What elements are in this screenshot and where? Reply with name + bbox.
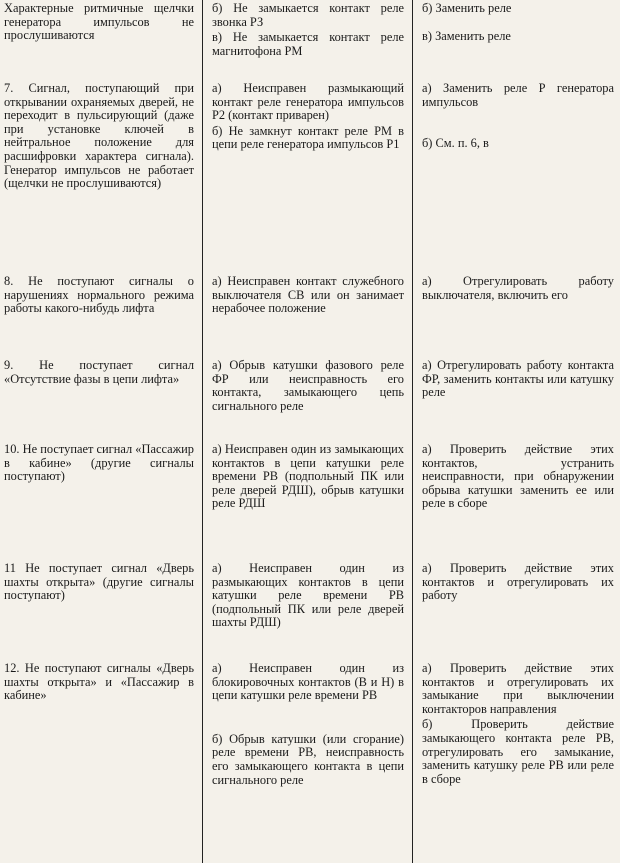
- remedy-item: а) Проверить действие этих контактов и отрегулировать их работу: [422, 561, 614, 603]
- cause-item: в) Не замыкается контакт реле магнитофона РМ: [212, 30, 404, 58]
- remedy-item: в) Заменить реле: [422, 28, 511, 43]
- remedy-cell: [422, 2, 614, 45]
- remedy-item: а) Отрегулировать работу контакта ФР, заменить контакты или катушку реле: [422, 358, 614, 400]
- symptom-cell: 11 Не поступает сигнал «Дверь шахты открыта» (другие сигналы поступают): [4, 561, 194, 603]
- cause-item: б) Не замкнут контакт реле РМ в цепи реле генератора импульсов Р1: [212, 123, 404, 152]
- remedy-item: б) Проверить действие замыкающего контакта реле РВ, отрегулировать его замыкание, заменить катушку реле РВ или реле в сборе: [422, 717, 614, 786]
- remedy-item: а) Проверить действие этих контактов, устранить неисправности, при обнаружении обрыва катушки заменить ее или реле в сборе: [422, 442, 614, 511]
- symptom-cell: Характерные ритмичные щелчки генератора импульсов не прослушиваются: [4, 1, 194, 43]
- cause-item: а) Обрыв катушки фазового реле ФР или неисправность его контакта, замыкающего цепь сигнального реле: [212, 358, 404, 413]
- cause-cell: [212, 359, 404, 415]
- cause-item: а) Неисправен один из блокировочных контактов (В и Н) в цепи катушки реле времени РВ: [212, 661, 404, 703]
- column-divider-right: [412, 0, 413, 863]
- remedy-cell: [422, 562, 614, 605]
- cause-cell: [212, 2, 404, 60]
- remedy-item: б) Заменить реле: [422, 1, 512, 15]
- remedy-item: а) Отрегулировать работу выключателя, включить его: [422, 274, 614, 302]
- remedy-item: а) Заменить реле Р генератора импульсов: [422, 81, 614, 109]
- cause-item: а) Неисправен один из размыкающих контактов в цепи катушки реле времени РВ (подпольный ПК или реле дверей шахты РДШ): [212, 561, 404, 630]
- cause-item: б) Обрыв катушки (или сгорание) реле времени РВ, неисправность его замыкающего контакта в цепи сигнального реле: [212, 731, 404, 787]
- remedy-cell: [422, 275, 614, 304]
- remedy-cell: [422, 359, 614, 402]
- cause-item: а) Неисправен размыкающий контакт реле генератора импульсов Р2 (контакт приварен): [212, 81, 404, 123]
- cause-cell: [212, 275, 404, 318]
- remedy-cell: [422, 82, 614, 153]
- column-divider-left: [202, 0, 203, 863]
- remedy-item: а) Проверить действие этих контактов и отрегулировать их замыкание при выключении контакторов направления: [422, 661, 614, 716]
- symptom-cell: 9. Не поступает сигнал «Отсутствие фазы в цепи лифта»: [4, 358, 194, 386]
- cause-item: а) Неисправен один из замыкающих контактов в цепи катушки реле времени РВ (подпольный ПК или реле дверей РДШ), обрыв катушки реле РДШ: [212, 442, 404, 511]
- remedy-item: б) См. п. 6, в: [422, 136, 489, 151]
- cause-cell: [212, 562, 404, 632]
- cause-item: б) Не замыкается контакт реле звонка РЗ: [212, 1, 404, 29]
- cause-cell: [212, 662, 404, 789]
- symptom-cell: 12. Не поступают сигналы «Дверь шахты открыта» и «Пассажир в кабине»: [4, 661, 194, 703]
- cause-cell: [212, 82, 404, 154]
- symptom-cell: 10. Не поступает сигнал «Пассажир в кабине» (другие сигналы поступают): [4, 442, 194, 484]
- symptom-cell: 7. Сигнал, поступающий при открывании охраняемых дверей, не переходит в пульсирующий (даже при установке ключей в нейтральное положение для расшифровки характера сигнала). Генератор импульсов не работает (щелчки не прослушиваются): [4, 81, 194, 191]
- cause-item: а) Неисправен контакт служебного выключателя СВ или он занимает нерабочее положение: [212, 274, 404, 316]
- cause-cell: [212, 443, 404, 513]
- remedy-cell: [422, 443, 614, 513]
- symptom-cell: 8. Не поступают сигналы о нарушениях нормального режима работы какого-нибудь лифта: [4, 274, 194, 316]
- remedy-cell: [422, 662, 614, 788]
